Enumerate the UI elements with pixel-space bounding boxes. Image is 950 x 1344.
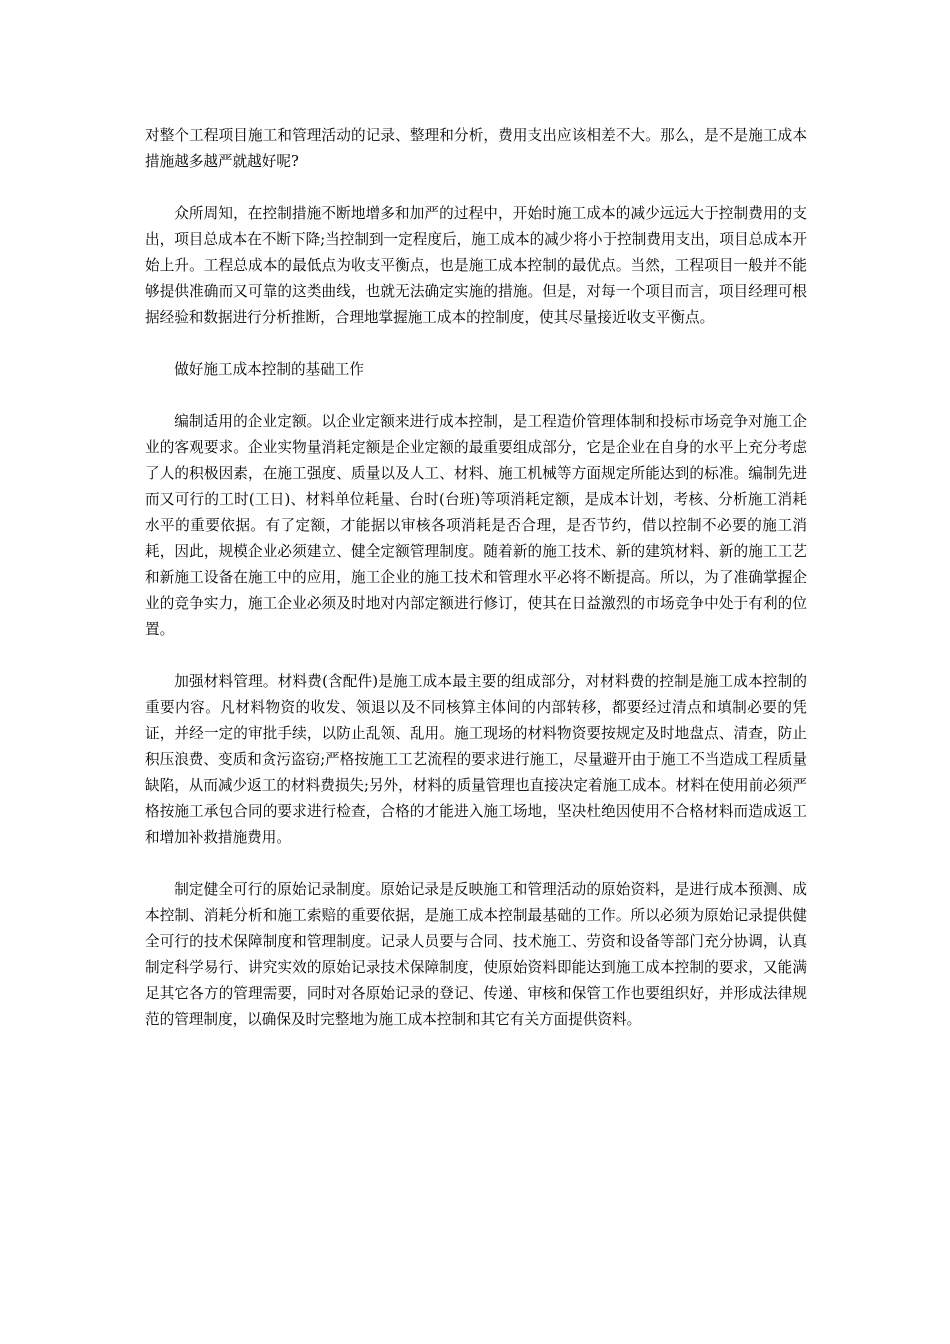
document-body (145, 123, 807, 1059)
paragraph-balance-point: 众所周知，在控制措施不断地增多和加严的过程中，开始时施工成本的减少远远大于控制费用的支出，项目总成本在不断下降;当控制到一定程度后，施工成本的减少将小于控制费用支出，项目总成本开始上升。工程总成本的最低点为收支平衡点，也是施工成本控制的最优点。当然，工程项目一般并不能够提供准确而又可靠的这类曲线，也就无法确定实施的措施。但是，对每一个项目而言，项目经理可根据经验和数据进行分析推断，合理地掌握施工成本的控制度，使其尽量接近收支平衡点。 (145, 205, 807, 326)
paragraph-enterprise-quota: 编制适用的企业定额。以企业定额来进行成本控制，是工程造价管理体制和投标市场竞争对施工企业的客观要求。企业实物量消耗定额是企业定额的最重要组成部分，它是企业在自身的水平上充分考虑了人的积极因素，在施工强度、质量以及人工、材料、施工机械等方面规定所能达到的标准。编制先进而又可行的工时(工日)、材料单位耗量、台时(台班)等项消耗定额，是成本计划，考核、分析施工消耗水平的重要依据。有了定额，才能据以审核各项消耗是否合理，是否节约，借以控制不必要的施工消耗，因此，规模企业必须建立、健全定额管理制度。随着新的施工技术、新的建筑材料、新的施工工艺和新施工设备在施工中的应用，施工企业的施工技术和管理水平必将不断提高。所以，为了准确掌握企业的竞争实力，施工企业必须及时地对内部定额进行修订，使其在日益激烈的市场竞争中处于有利的位置。 (145, 413, 807, 638)
paragraph-material-management: 加强材料管理。材料费(含配件)是施工成本最主要的组成部分，对材料费的控制是施工成本控制的重要内容。凡材料物资的收发、领退以及不同核算主体间的内部转移，都要经过清点和填制必要的凭证，并经一定的审批手续，以防止乱领、乱用。施工现场的材料物资要按规定及时地盘点、清查，防止积压浪费、变质和贪污盗窃;严格按施工工艺流程的要求进行施工，尽量避开由于施工不当造成工程质量缺陷，从而减少返工的材料费损失;另外，材料的质量管理也直接决定着施工成本。材料在使用前必须严格按施工承包合同的要求进行检查，合格的才能进入施工场地，坚决杜绝因使用不合格材料而造成返工和增加补救措施费用。 (145, 673, 807, 846)
paragraph-original-records: 制定健全可行的原始记录制度。原始记录是反映施工和管理活动的原始资料，是进行成本预测、成本控制、消耗分析和施工索赔的重要依据，是施工成本控制最基础的工作。所以必须为原始记录提供健全可行的技术保障制度和管理制度。记录人员要与合同、技术施工、劳资和设备等部门充分协调，认真制定科学易行、讲究实效的原始记录技术保障制度，使原始资料即能达到施工成本控制的要求，又能满足其它各方的管理需要，同时对各原始记录的登记、传递、审核和保管工作也要组织好，并形成法律规范的管理制度，以确保及时完整地为施工成本控制和其它有关方面提供资料。 (145, 881, 807, 1028)
paragraph-continuation: 对整个工程项目施工和管理活动的记录、整理和分析，费用支出应该相差不大。那么，是不是施工成本措施越多越严就越好呢? (145, 127, 807, 170)
section-heading: 做好施工成本控制的基础工作 (174, 361, 364, 378)
